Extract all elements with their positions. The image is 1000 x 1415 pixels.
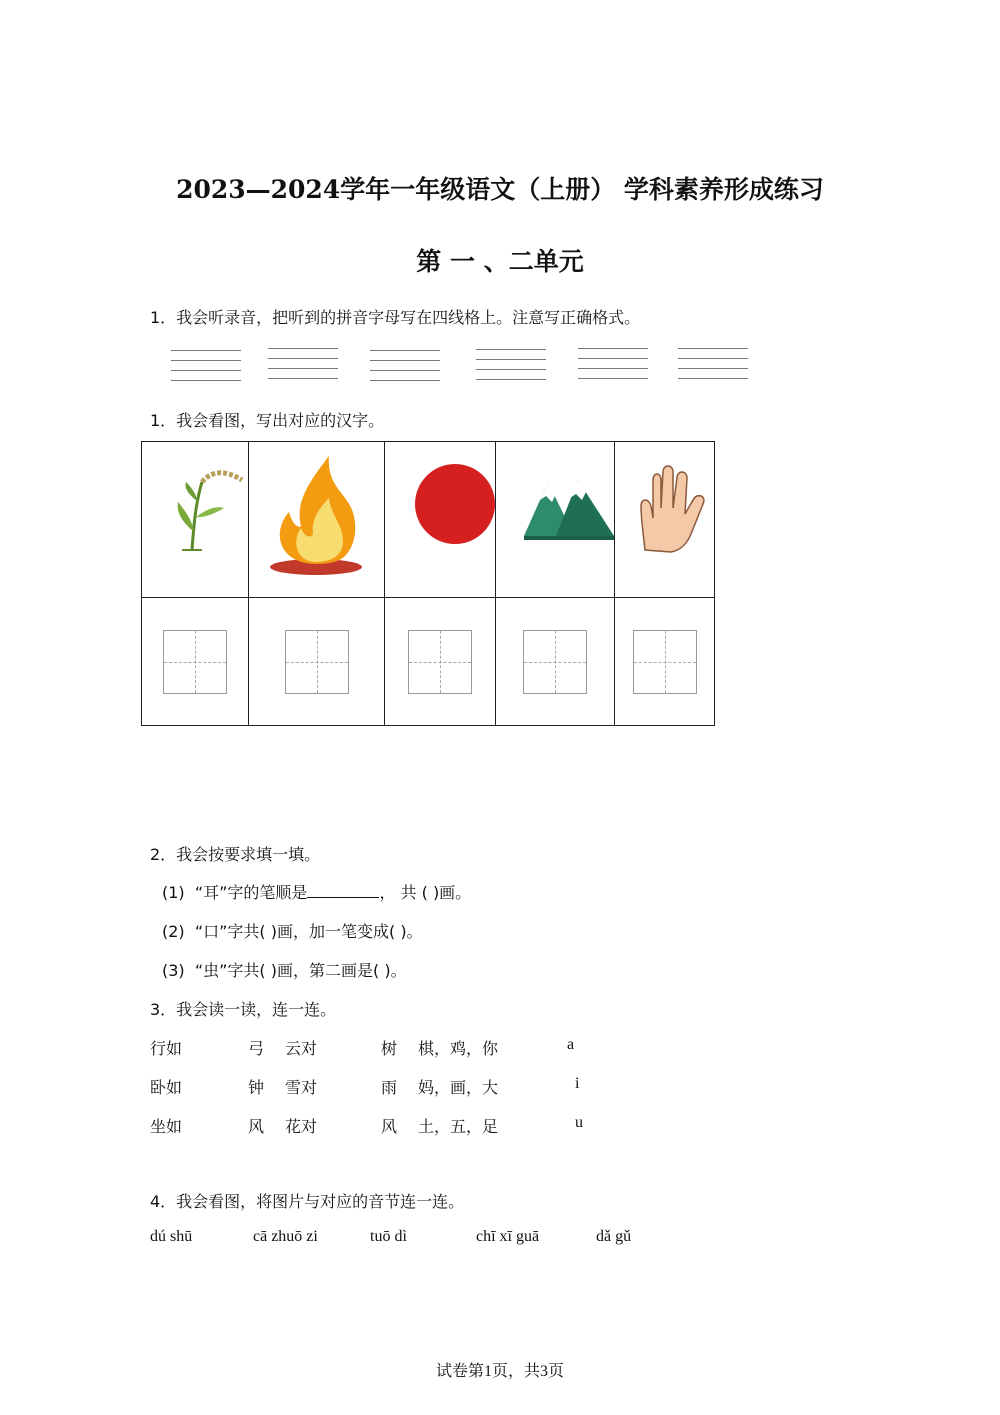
page-footer: 试卷第1页，共3页	[435, 1363, 564, 1380]
picture-cell	[615, 442, 715, 598]
match-word: 土，五，足	[418, 1117, 499, 1136]
pinyin-syllable: chī xī guā	[476, 1228, 540, 1245]
match-word: 卧如	[150, 1078, 183, 1097]
match-word: 树	[381, 1039, 398, 1058]
match-word: 妈，画，大	[418, 1078, 499, 1097]
writing-row	[142, 598, 715, 726]
picture-cell	[249, 442, 385, 598]
item-text: “口”字共( )画，加一笔变成( )。	[194, 922, 423, 941]
writing-cell[interactable]	[615, 598, 715, 726]
four-line-grid	[678, 344, 748, 384]
match-word: 棋，鸡，你	[418, 1039, 499, 1058]
item-text: “虫”字共( )画，第二画是( )。	[194, 961, 407, 980]
match-word: 弓	[248, 1039, 265, 1058]
four-line-grid	[578, 344, 648, 384]
picture-cell	[142, 442, 249, 598]
item-text: ， 共 ( )画。	[379, 883, 472, 902]
four-line-grid	[370, 346, 440, 386]
pinyin-syllable: dǎ gǔ	[596, 1228, 632, 1245]
writing-cell[interactable]	[385, 598, 496, 726]
mountain-icon	[496, 442, 614, 597]
match-word: 风	[381, 1117, 398, 1136]
item-text: “耳”字的笔顺是	[194, 883, 308, 902]
four-line-grid	[268, 344, 338, 384]
match-word: 坐如	[150, 1117, 183, 1136]
match-word: 花对	[285, 1117, 318, 1136]
question-1a-text: 1．我会听录音，把听到的拼音字母写在四线格上。注意写正确格式。	[150, 308, 641, 327]
item-number: (3)	[162, 961, 185, 980]
page-subtitle: 第 一 、二单元	[416, 247, 584, 276]
hand-icon	[615, 442, 714, 597]
page-title: 2023—2024学年一年级语文（上册） 学科素养形成练习	[176, 175, 824, 204]
question-2-item-3	[162, 958, 407, 981]
picture-cell	[496, 442, 615, 598]
tianzi-grid	[408, 630, 472, 694]
match-vowel: a	[567, 1036, 575, 1053]
rice-plant-icon	[142, 442, 248, 597]
question-2-item-2	[162, 919, 423, 942]
match-word: 云对	[285, 1039, 318, 1058]
four-line-grid	[476, 345, 546, 385]
match-word: 风	[248, 1117, 265, 1136]
item-number: (2)	[162, 922, 185, 941]
pinyin-syllable: tuō dì	[370, 1228, 407, 1245]
item-number: (1)	[162, 883, 185, 902]
picture-character-table	[141, 441, 715, 726]
picture-row	[142, 442, 715, 598]
question-4-text: 4．我会看图，将图片与对应的音节连一连。	[150, 1192, 465, 1211]
match-vowel: u	[575, 1114, 583, 1131]
sun-icon	[385, 442, 495, 597]
tianzi-grid	[285, 630, 349, 694]
answer-blank[interactable]	[307, 883, 379, 898]
tianzi-grid	[523, 630, 587, 694]
match-vowel: i	[575, 1075, 580, 1092]
pinyin-syllable: dú shū	[150, 1228, 193, 1245]
match-word: 雪对	[285, 1078, 318, 1097]
question-3-text: 3．我会读一读，连一连。	[150, 1000, 337, 1019]
writing-cell[interactable]	[496, 598, 615, 726]
tianzi-grid	[163, 630, 227, 694]
question-2-item-1	[162, 880, 471, 903]
writing-cell[interactable]	[249, 598, 385, 726]
match-word: 钟	[248, 1078, 265, 1097]
tianzi-grid	[633, 630, 697, 694]
fire-icon	[249, 442, 384, 597]
match-word: 行如	[150, 1039, 183, 1058]
four-line-grid	[171, 346, 241, 386]
question-1b-text: 1．我会看图，写出对应的汉字。	[150, 411, 385, 430]
writing-cell[interactable]	[142, 598, 249, 726]
pinyin-syllable: cā zhuō zi	[253, 1228, 318, 1245]
question-2-text: 2．我会按要求填一填。	[150, 845, 321, 864]
match-word: 雨	[381, 1078, 398, 1097]
picture-cell	[385, 442, 496, 598]
